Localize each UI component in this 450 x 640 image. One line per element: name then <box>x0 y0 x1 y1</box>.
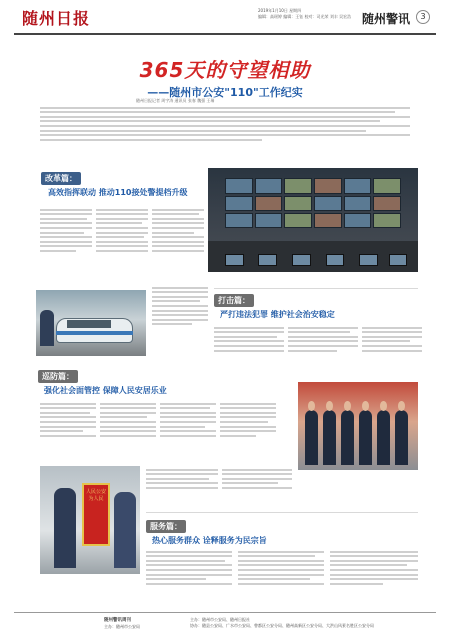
service-text-col2 <box>238 548 324 608</box>
headline-byline: 随州日报记者 周宇涛 通讯员 张春 魏强 王瑞 <box>136 98 215 103</box>
reform-text-col4 <box>152 284 208 356</box>
issue-date: 2019年1月10日 星期四 <box>258 8 302 13</box>
patrol-text-col4 <box>220 400 276 460</box>
footer-sponsor-short: 主办：随州市公安局 <box>104 624 140 629</box>
silk-banner <box>82 483 110 546</box>
footer-right <box>190 617 374 629</box>
headline-title: 365天的守望相助 <box>139 58 311 82</box>
banner-text: 人民公安为人民 <box>85 489 106 503</box>
patrol-text-col5 <box>146 466 218 510</box>
section-tag-reform: 改革篇： <box>41 172 81 185</box>
masthead-rule <box>14 33 436 35</box>
section-head-patrol: 强化社会面管控 保障人民安居乐业 <box>44 386 167 395</box>
section-head-service: 热心服务群众 诠释服务为民宗旨 <box>152 536 267 545</box>
section-head-crackdown: 严打违法犯罪 维护社会治安稳定 <box>220 310 335 319</box>
crackdown-text-col3 <box>362 324 422 372</box>
patrol-text-col1 <box>40 400 96 460</box>
section-tag-service: 服务篇： <box>146 520 186 533</box>
patrol-text-col2 <box>100 400 156 460</box>
footer-left <box>104 617 140 630</box>
footer-organizers: 主办：随州市公安局、随州日报社 <box>190 617 250 622</box>
section-name: 随州警讯 <box>362 12 411 26</box>
footer-weekly-title: 随州警讯周刊 <box>104 618 131 623</box>
reform-text-col2 <box>96 206 148 282</box>
section-rule <box>146 512 418 513</box>
crackdown-text-col1 <box>214 324 284 372</box>
reform-text-col1 <box>40 206 92 282</box>
section-head-reform: 高效指挥联动 推动110接处警提档升级 <box>48 188 188 197</box>
newspaper-logo: 随州日报 <box>22 9 91 28</box>
intro-text <box>40 104 410 160</box>
section-tag-crackdown: 打击篇： <box>214 294 254 307</box>
service-text-col1 <box>146 548 232 608</box>
banner-photo <box>40 466 140 574</box>
crackdown-text-col2 <box>288 324 358 372</box>
service-text-col3 <box>330 548 418 608</box>
patrol-text-col6 <box>222 466 292 510</box>
page-footer <box>14 612 436 634</box>
page-number: 3 <box>416 10 430 24</box>
masthead <box>0 0 450 40</box>
patrol-text-col3 <box>160 400 216 460</box>
reform-text-col3 <box>152 206 204 282</box>
patrol-car-photo <box>36 290 146 356</box>
footer-co-organizers: 协办：随县公安局、广水市公安局、曾都区公安分局、随州高新区公安分局、大洪山风景名胜区公安分局 <box>190 623 374 628</box>
headline-subtitle: ——随州市公安"110"工作纪实 <box>147 86 303 99</box>
section-rule <box>214 288 418 289</box>
issue-editors: 编辑：高瑶婷 编辑：王钰 校对：司光荣 刘丰 吴宏浩 <box>258 14 352 19</box>
officers-photo <box>298 382 418 470</box>
section-tag-patrol: 巡防篇： <box>38 370 78 383</box>
command-center-photo <box>208 168 418 272</box>
